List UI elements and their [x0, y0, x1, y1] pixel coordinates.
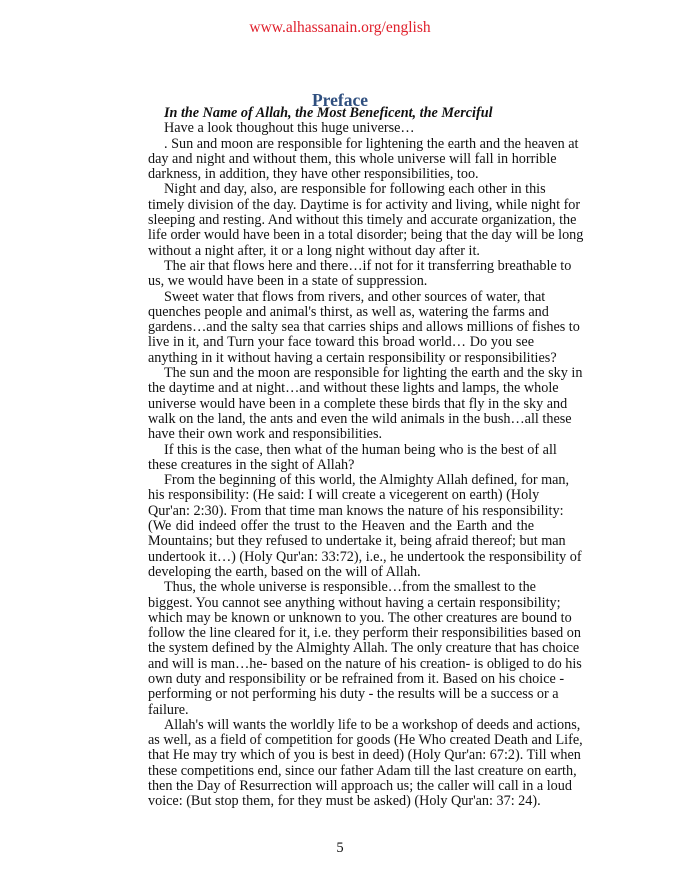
text-line: these competitions end, since our father Adam till the last creature on earth, — [148, 762, 577, 779]
text-line: then the Day of Resurrection will approach us; the caller will call in a loud — [148, 778, 572, 795]
text-line: day and night and without them, this whole universe will fall in horrible — [148, 150, 557, 167]
text-line: Allah's will wants the worldly life to be a workshop of deeds and actions, — [164, 716, 581, 733]
text-line: life order would have been in a total disorder; being that the day will be long — [148, 227, 584, 244]
text-line: his responsibility: (He said: I will create a vicegerent on earth) (Holy — [148, 487, 540, 504]
text-line: anything in it without having a certain responsibility or responsibilities? — [148, 349, 557, 366]
text-line: Thus, the whole universe is responsible…from the smallest to the — [164, 579, 536, 596]
text-line: the system defined by the Almighty Allah. The only creature that has choice — [148, 640, 580, 657]
paragraph — [148, 257, 572, 290]
invocation-line — [148, 106, 534, 121]
page-number: 5 — [336, 840, 344, 856]
text-line: universe would have been in a complete these birds that fly in the sky and — [148, 395, 568, 412]
paragraph — [148, 716, 583, 810]
paragraph — [148, 472, 582, 580]
text-line: timely division of the day. Daytime is for activity and living, while night for — [148, 196, 581, 213]
text-line: sleeping and resting. And without this timely and accurate organization, the — [148, 212, 577, 229]
paragraph — [148, 121, 534, 136]
paragraph — [148, 135, 579, 183]
text-line: walk on the land, the ants and even the wild animals in the bush…all these — [148, 410, 572, 427]
paragraph — [148, 365, 583, 443]
text-line: (We did indeed offer the trust to the Heaven and the Earth and the — [148, 518, 534, 535]
text-line: which may be known or unknown to you. The other creatures are bound to — [148, 609, 572, 626]
text-line: Night and day, also, are responsible for following each other in this — [164, 181, 546, 198]
text-line: In the Name of Allah, the Most Beneficent, the Merciful — [164, 105, 493, 121]
text-line: these creatures in the sight of Allah? — [148, 456, 355, 473]
paragraph — [148, 441, 557, 474]
text-line: undertook it…) (Holy Qur'an: 33:72), i.e., he undertook the responsibility of — [148, 548, 582, 565]
text-line: Have a look thoughout this huge universe… — [164, 120, 415, 137]
text-line: The air that flows here and there…if not for it transferring breathable to — [164, 257, 572, 274]
text-line: If this is the case, then what of the human being who is the best of all — [164, 441, 557, 458]
text-line: have their own work and responsibilities. — [148, 426, 383, 443]
text-line: voice: (But stop them, for they must be asked) (Holy Qur'an: 37: 24). — [148, 793, 541, 810]
text-line: Mountains; but they refused to undertake it, being afraid thereof; but man — [148, 533, 566, 550]
text-line: follow the line cleared for it, i.e. they perform their responsibilities based on — [148, 625, 581, 642]
text-line: live in it, and Turn your face toward this broad world… Do you see — [148, 334, 534, 351]
text-line: as well, as a field of competition for goods (He Who created Death and Life, — [148, 732, 583, 749]
page-title: Preface — [311, 90, 369, 110]
paragraph — [148, 579, 582, 718]
text-line: and will is man…he- based on the nature of his creation- is obliged to do his — [148, 655, 582, 672]
text-line: The sun and the moon are responsible for lighting the earth and the sky in — [164, 365, 583, 382]
text-line: biggest. You cannot see anything without having a certain responsibility; — [148, 594, 561, 611]
text-line: darkness, in addition, they have other responsibilities, too. — [148, 166, 479, 183]
text-line: Qur'an: 2:30). From that time man knows the nature of his responsibility: — [148, 502, 564, 519]
header-url-link[interactable]: www.alhassanain.org/english — [249, 19, 431, 36]
paragraph — [148, 181, 584, 259]
text-line: that He may try which of you is best in deed) (Holy Qur'an: 67:2). Till when — [148, 747, 581, 764]
text-line: gardens…and the salty sea that carries ships and allows millions of fishes to — [148, 319, 580, 336]
text-line: Sweet water that flows from rivers, and other sources of water, that — [164, 288, 546, 305]
text-line: quenches people and animal's thirst, as well as, watering the farms and — [148, 303, 549, 320]
document-body — [148, 105, 584, 810]
text-line: performing or not performing his duty - the results will be a success or a — [148, 686, 559, 703]
text-line: us, we would have been in a state of suppression. — [148, 273, 428, 290]
text-line: without a night after, it or a long night without day after it. — [148, 242, 480, 259]
text-line: the daytime and at night…and without these lights and lamps, the whole — [148, 380, 559, 397]
text-line: . Sun and moon are responsible for lightening the earth and the heaven at — [164, 135, 579, 152]
text-line: developing the earth, based on the will of Allah. — [148, 563, 421, 580]
text-line: From the beginning of this world, the Almighty Allah defined, for man, — [164, 472, 570, 489]
text-line: failure. — [148, 701, 189, 718]
paragraph — [148, 288, 580, 366]
text-line: own duty and responsibility or be refrained from it. Based on his choice - — [148, 670, 565, 687]
